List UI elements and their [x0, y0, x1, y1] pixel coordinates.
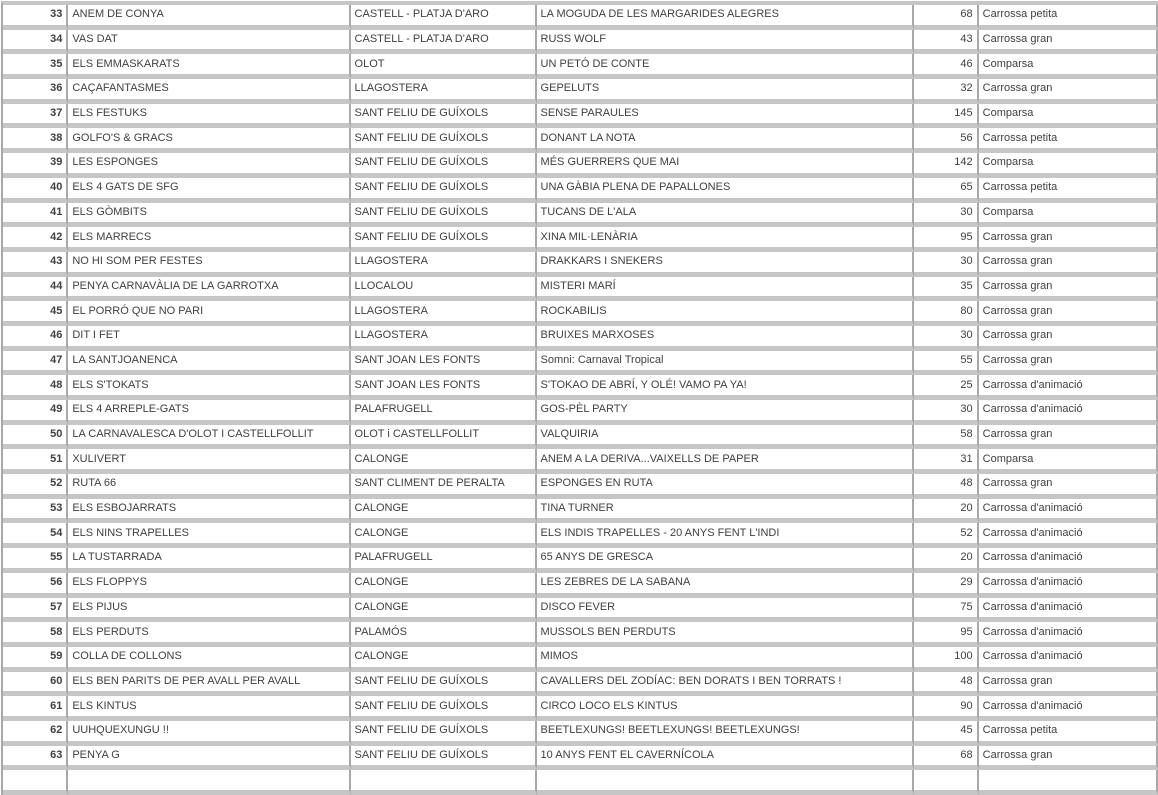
row-number-cell[interactable]: 42 [3, 227, 68, 252]
town-cell[interactable]: CASTELL - PLATJA D'ARO [351, 30, 537, 55]
theme-cell[interactable]: MISTERI MARÍ [537, 277, 915, 302]
table-row [3, 227, 1158, 252]
category-cell[interactable]: Carrossa d'animació [979, 548, 1158, 573]
table-row [3, 573, 1158, 598]
town-cell[interactable]: SANT FELIU DE GUÍXOLS [351, 203, 537, 228]
group-name-cell[interactable]: ANEM DE CONYA [68, 5, 350, 30]
group-name-cell[interactable]: UUHQUEXUNGU !! [68, 721, 350, 746]
theme-cell[interactable]: GEPELUTS [537, 79, 915, 104]
table-row [3, 104, 1158, 129]
category-cell[interactable]: Carrossa d'animació [979, 696, 1158, 721]
category-cell[interactable]: Comparsa [979, 449, 1158, 474]
row-number-cell[interactable]: 54 [3, 523, 68, 548]
row-number-cell[interactable]: 63 [3, 746, 68, 771]
participant-count-cell[interactable]: 75 [914, 598, 978, 623]
table-row [3, 400, 1158, 425]
category-cell[interactable]: Carrossa gran [979, 227, 1158, 252]
theme-cell[interactable]: MIMOS [537, 647, 915, 672]
participant-count-cell[interactable]: 30 [914, 400, 978, 425]
town-cell[interactable]: SANT FELIU DE GUÍXOLS [351, 746, 537, 771]
table-row [3, 425, 1158, 450]
group-name-cell[interactable]: CAÇAFANTASMES [68, 79, 350, 104]
group-name-cell[interactable]: ELS MARRECS [68, 227, 350, 252]
theme-cell[interactable]: ELS INDIS TRAPELLES - 20 ANYS FENT L'INDI [537, 523, 915, 548]
group-name-cell[interactable]: LA TUSTARRADA [68, 548, 350, 573]
category-cell[interactable]: Carrossa d'animació [979, 647, 1158, 672]
town-cell[interactable]: SANT FELIU DE GUÍXOLS [351, 178, 537, 203]
participant-count-cell[interactable]: 30 [914, 252, 978, 277]
category-cell[interactable]: Carrossa gran [979, 326, 1158, 351]
participant-count-cell[interactable]: 95 [914, 227, 978, 252]
table-row [3, 178, 1158, 203]
town-cell[interactable]: SANT FELIU DE GUÍXOLS [351, 104, 537, 129]
group-name-cell[interactable]: ELS FLOPPYS [68, 573, 350, 598]
theme-cell[interactable]: MÉS GUERRERS QUE MAI [537, 153, 915, 178]
category-cell[interactable]: Carrossa gran [979, 277, 1158, 302]
town-cell[interactable]: CALONGE [351, 449, 537, 474]
town-cell[interactable]: LLAGOSTERA [351, 301, 537, 326]
town-cell[interactable]: CALONGE [351, 647, 537, 672]
town-cell[interactable]: SANT CLIMENT DE PERALTA [351, 474, 537, 499]
theme-cell[interactable]: CAVALLERS DEL ZODÍAC: BEN DORATS I BEN TORRATS ! [537, 672, 915, 697]
group-name-cell[interactable]: NO HI SOM PER FESTES [68, 252, 350, 277]
town-cell[interactable]: SANT JOAN LES FONTS [351, 351, 537, 376]
table-row [3, 746, 1158, 771]
participant-count-cell[interactable]: 58 [914, 425, 978, 450]
theme-cell[interactable]: LA MOGUDA DE LES MARGARIDES ALEGRES [537, 5, 915, 30]
group-name-cell[interactable]: PENYA G [68, 746, 350, 771]
row-number-cell[interactable]: 59 [3, 647, 68, 672]
theme-cell[interactable]: RUSS WOLF [537, 30, 915, 55]
theme-cell[interactable]: BEETLEXUNGS! BEETLEXUNGS! BEETLEXUNGS! [537, 721, 915, 746]
participant-count-cell[interactable]: 45 [914, 721, 978, 746]
category-cell[interactable] [979, 770, 1158, 795]
theme-cell[interactable]: 10 ANYS FENT EL CAVERNÍCOLA [537, 746, 915, 771]
town-cell[interactable]: CALONGE [351, 523, 537, 548]
group-name-cell[interactable]: ELS PIJUS [68, 598, 350, 623]
town-cell[interactable]: PALAFRUGELL [351, 548, 537, 573]
row-number-cell[interactable]: 61 [3, 696, 68, 721]
group-name-cell[interactable]: COLLA DE COLLONS [68, 647, 350, 672]
group-name-cell[interactable]: LA CARNAVALESCA D'OLOT I CASTELLFOLLIT [68, 425, 350, 450]
participant-count-cell[interactable]: 30 [914, 203, 978, 228]
theme-cell[interactable]: Somni: Carnaval Tropical [537, 351, 915, 376]
theme-cell[interactable] [537, 770, 915, 795]
row-number-cell[interactable]: 35 [3, 54, 68, 79]
table-row [3, 351, 1158, 376]
participant-count-cell[interactable]: 43 [914, 30, 978, 55]
table-row [3, 79, 1158, 104]
participant-count-cell[interactable]: 48 [914, 474, 978, 499]
town-cell[interactable]: CALONGE [351, 499, 537, 524]
theme-cell[interactable]: VALQUIRIA [537, 425, 915, 450]
participant-count-cell[interactable]: 25 [914, 375, 978, 400]
group-name-cell[interactable]: LA SANTJOANENCA [68, 351, 350, 376]
row-number-cell[interactable]: 50 [3, 425, 68, 450]
group-name-cell[interactable]: ELS EMMASKARATS [68, 54, 350, 79]
group-name-cell[interactable]: VAS DAT [68, 30, 350, 55]
town-cell[interactable]: SANT FELIU DE GUÍXOLS [351, 128, 537, 153]
row-number-cell[interactable]: 53 [3, 499, 68, 524]
participant-count-cell[interactable]: 20 [914, 499, 978, 524]
row-number-cell[interactable]: 41 [3, 203, 68, 228]
table-row [3, 523, 1158, 548]
participant-count-cell[interactable]: 65 [914, 178, 978, 203]
group-name-cell[interactable]: ELS KINTUS [68, 696, 350, 721]
row-number-cell[interactable]: 45 [3, 301, 68, 326]
group-name-cell[interactable]: ELS PERDUTS [68, 622, 350, 647]
group-name-cell[interactable] [68, 770, 350, 795]
table-row [3, 5, 1158, 30]
theme-cell[interactable]: UN PETÓ DE CONTE [537, 54, 915, 79]
table-row [3, 770, 1158, 795]
category-cell[interactable]: Carrossa d'animació [979, 573, 1158, 598]
category-cell[interactable]: Carrossa petita [979, 178, 1158, 203]
theme-cell[interactable]: CIRCO LOCO ELS KINTUS [537, 696, 915, 721]
table-row [3, 598, 1158, 623]
participant-count-cell[interactable]: 68 [914, 5, 978, 30]
row-number-cell[interactable]: 56 [3, 573, 68, 598]
group-name-cell[interactable]: ELS S'TOKATS [68, 375, 350, 400]
table-row [3, 647, 1158, 672]
theme-cell[interactable]: TUCANS DE L'ALA [537, 203, 915, 228]
town-cell[interactable]: PALAFRUGELL [351, 400, 537, 425]
group-name-cell[interactable]: ELS ESBOJARRATS [68, 499, 350, 524]
category-cell[interactable]: Carrossa gran [979, 746, 1158, 771]
table-row [3, 499, 1158, 524]
town-cell[interactable]: LLAGOSTERA [351, 326, 537, 351]
category-cell[interactable]: Comparsa [979, 54, 1158, 79]
participant-count-cell[interactable]: 20 [914, 548, 978, 573]
theme-cell[interactable]: ANEM A LA DERIVA...VAIXELLS DE PAPER [537, 449, 915, 474]
table-row [3, 672, 1158, 697]
participant-count-cell[interactable]: 32 [914, 79, 978, 104]
participant-count-cell[interactable]: 46 [914, 54, 978, 79]
table-row [3, 696, 1158, 721]
theme-cell[interactable]: ESPONGES EN RUTA [537, 474, 915, 499]
category-cell[interactable]: Comparsa [979, 104, 1158, 129]
town-cell[interactable]: SANT FELIU DE GUÍXOLS [351, 153, 537, 178]
category-cell[interactable]: Carrossa gran [979, 30, 1158, 55]
table-row [3, 375, 1158, 400]
table-row [3, 30, 1158, 55]
category-cell[interactable]: Carrossa gran [979, 301, 1158, 326]
participant-count-cell[interactable] [914, 770, 978, 795]
row-number-cell[interactable]: 33 [3, 5, 68, 30]
row-number-cell[interactable]: 58 [3, 622, 68, 647]
row-number-cell[interactable]: 47 [3, 351, 68, 376]
group-name-cell[interactable]: ELS 4 ARREPLE-GATS [68, 400, 350, 425]
row-number-cell[interactable]: 44 [3, 277, 68, 302]
category-cell[interactable]: Carrossa d'animació [979, 375, 1158, 400]
table-row [3, 721, 1158, 746]
row-number-cell[interactable]: 55 [3, 548, 68, 573]
table-row [3, 128, 1158, 153]
table-row [3, 54, 1158, 79]
group-name-cell[interactable]: RUTA 66 [68, 474, 350, 499]
table-row [3, 203, 1158, 228]
spreadsheet-area [1, 1, 1158, 795]
participant-count-cell[interactable]: 80 [914, 301, 978, 326]
row-number-cell[interactable]: 49 [3, 400, 68, 425]
table-row [3, 252, 1158, 277]
town-cell[interactable]: OLOT [351, 54, 537, 79]
category-cell[interactable]: Carrossa gran [979, 79, 1158, 104]
group-name-cell[interactable]: GOLFO'S & GRACS [68, 128, 350, 153]
row-number-cell[interactable]: 46 [3, 326, 68, 351]
theme-cell[interactable]: DONANT LA NOTA [537, 128, 915, 153]
category-cell[interactable]: Carrossa gran [979, 252, 1158, 277]
participant-count-cell[interactable]: 52 [914, 523, 978, 548]
town-cell[interactable]: SANT FELIU DE GUÍXOLS [351, 672, 537, 697]
table-row [3, 622, 1158, 647]
row-number-cell[interactable]: 40 [3, 178, 68, 203]
town-cell[interactable] [351, 770, 537, 795]
table-row [3, 548, 1158, 573]
theme-cell[interactable]: DRAKKARS I SNEKERS [537, 252, 915, 277]
category-cell[interactable]: Comparsa [979, 153, 1158, 178]
group-name-cell[interactable]: DIT I FET [68, 326, 350, 351]
row-number-cell[interactable]: 39 [3, 153, 68, 178]
theme-cell[interactable]: GOS-PÈL PARTY [537, 400, 915, 425]
participant-count-cell[interactable]: 142 [914, 153, 978, 178]
category-cell[interactable]: Carrossa gran [979, 425, 1158, 450]
theme-cell[interactable]: XINA MIL·LENÀRIA [537, 227, 915, 252]
participant-count-cell[interactable]: 48 [914, 672, 978, 697]
category-cell[interactable]: Comparsa [979, 203, 1158, 228]
town-cell[interactable]: CALONGE [351, 598, 537, 623]
group-name-cell[interactable]: ELS 4 GATS DE SFG [68, 178, 350, 203]
theme-cell[interactable]: BRUIXES MARXOSES [537, 326, 915, 351]
theme-cell[interactable]: LES ZEBRES DE LA SABANA [537, 573, 915, 598]
theme-cell[interactable]: DISCO FEVER [537, 598, 915, 623]
participant-count-cell[interactable]: 56 [914, 128, 978, 153]
group-name-cell[interactable]: ELS GÒMBITS [68, 203, 350, 228]
category-cell[interactable]: Carrossa petita [979, 128, 1158, 153]
theme-cell[interactable]: SENSE PARAULES [537, 104, 915, 129]
town-cell[interactable]: SANT FELIU DE GUÍXOLS [351, 696, 537, 721]
category-cell[interactable]: Carrossa d'animació [979, 523, 1158, 548]
row-number-cell[interactable]: 34 [3, 30, 68, 55]
category-cell[interactable]: Carrossa petita [979, 721, 1158, 746]
theme-cell[interactable]: TINA TURNER [537, 499, 915, 524]
participant-count-cell[interactable]: 145 [914, 104, 978, 129]
row-number-cell[interactable]: 37 [3, 104, 68, 129]
table-row [3, 153, 1158, 178]
table-row [3, 277, 1158, 302]
category-cell[interactable]: Carrossa d'animació [979, 499, 1158, 524]
table-body [3, 5, 1158, 795]
group-name-cell[interactable]: LES ESPONGES [68, 153, 350, 178]
carnival-entries-table [1, 1, 1158, 795]
group-name-cell[interactable]: XULIVERT [68, 449, 350, 474]
town-cell[interactable]: LLAGOSTERA [351, 79, 537, 104]
town-cell[interactable]: PALAMÓS [351, 622, 537, 647]
group-name-cell[interactable]: ELS NINS TRAPELLES [68, 523, 350, 548]
participant-count-cell[interactable]: 30 [914, 326, 978, 351]
theme-cell[interactable]: 65 ANYS DE GRESCA [537, 548, 915, 573]
group-name-cell[interactable]: ELS BEN PARITS DE PER AVALL PER AVALL [68, 672, 350, 697]
participant-count-cell[interactable]: 35 [914, 277, 978, 302]
group-name-cell[interactable]: ELS FESTUKS [68, 104, 350, 129]
town-cell[interactable]: LLOCALOU [351, 277, 537, 302]
table-row [3, 474, 1158, 499]
group-name-cell[interactable]: EL PORRÓ QUE NO PARI [68, 301, 350, 326]
table-row [3, 449, 1158, 474]
row-number-cell[interactable]: 38 [3, 128, 68, 153]
participant-count-cell[interactable]: 90 [914, 696, 978, 721]
category-cell[interactable]: Carrossa d'animació [979, 598, 1158, 623]
participant-count-cell[interactable]: 95 [914, 622, 978, 647]
town-cell[interactable]: SANT FELIU DE GUÍXOLS [351, 721, 537, 746]
category-cell[interactable]: Carrossa d'animació [979, 400, 1158, 425]
row-number-cell[interactable]: 48 [3, 375, 68, 400]
row-number-cell[interactable]: 62 [3, 721, 68, 746]
theme-cell[interactable]: MUSSOLS BEN PERDUTS [537, 622, 915, 647]
row-number-cell[interactable]: 43 [3, 252, 68, 277]
category-cell[interactable]: Carrossa gran [979, 672, 1158, 697]
group-name-cell[interactable]: PENYA CARNAVÀLIA DE LA GARROTXA [68, 277, 350, 302]
table-row [3, 326, 1158, 351]
theme-cell[interactable]: UNA GÀBIA PLENA DE PAPALLONES [537, 178, 915, 203]
category-cell[interactable]: Carrossa gran [979, 351, 1158, 376]
participant-count-cell[interactable]: 68 [914, 746, 978, 771]
table-row [3, 301, 1158, 326]
row-number-cell[interactable]: 57 [3, 598, 68, 623]
category-cell[interactable]: Carrossa petita [979, 5, 1158, 30]
theme-cell[interactable]: ROCKABILIS [537, 301, 915, 326]
town-cell[interactable]: CASTELL - PLATJA D'ARO [351, 5, 537, 30]
row-number-cell[interactable]: 60 [3, 672, 68, 697]
town-cell[interactable]: OLOT i CASTELLFOLLIT [351, 425, 537, 450]
category-cell[interactable]: Carrossa d'animació [979, 622, 1158, 647]
town-cell[interactable]: CALONGE [351, 573, 537, 598]
participant-count-cell[interactable]: 29 [914, 573, 978, 598]
row-number-cell[interactable]: 52 [3, 474, 68, 499]
row-number-cell[interactable]: 51 [3, 449, 68, 474]
town-cell[interactable]: SANT FELIU DE GUÍXOLS [351, 227, 537, 252]
town-cell[interactable]: SANT JOAN LES FONTS [351, 375, 537, 400]
category-cell[interactable]: Carrossa gran [979, 474, 1158, 499]
participant-count-cell[interactable]: 55 [914, 351, 978, 376]
row-number-cell[interactable] [3, 770, 68, 795]
participant-count-cell[interactable]: 31 [914, 449, 978, 474]
theme-cell[interactable]: S'TOKAO DE ABRÍ, Y OLÉ! VAMO PA YA! [537, 375, 915, 400]
town-cell[interactable]: LLAGOSTERA [351, 252, 537, 277]
participant-count-cell[interactable]: 100 [914, 647, 978, 672]
row-number-cell[interactable]: 36 [3, 79, 68, 104]
